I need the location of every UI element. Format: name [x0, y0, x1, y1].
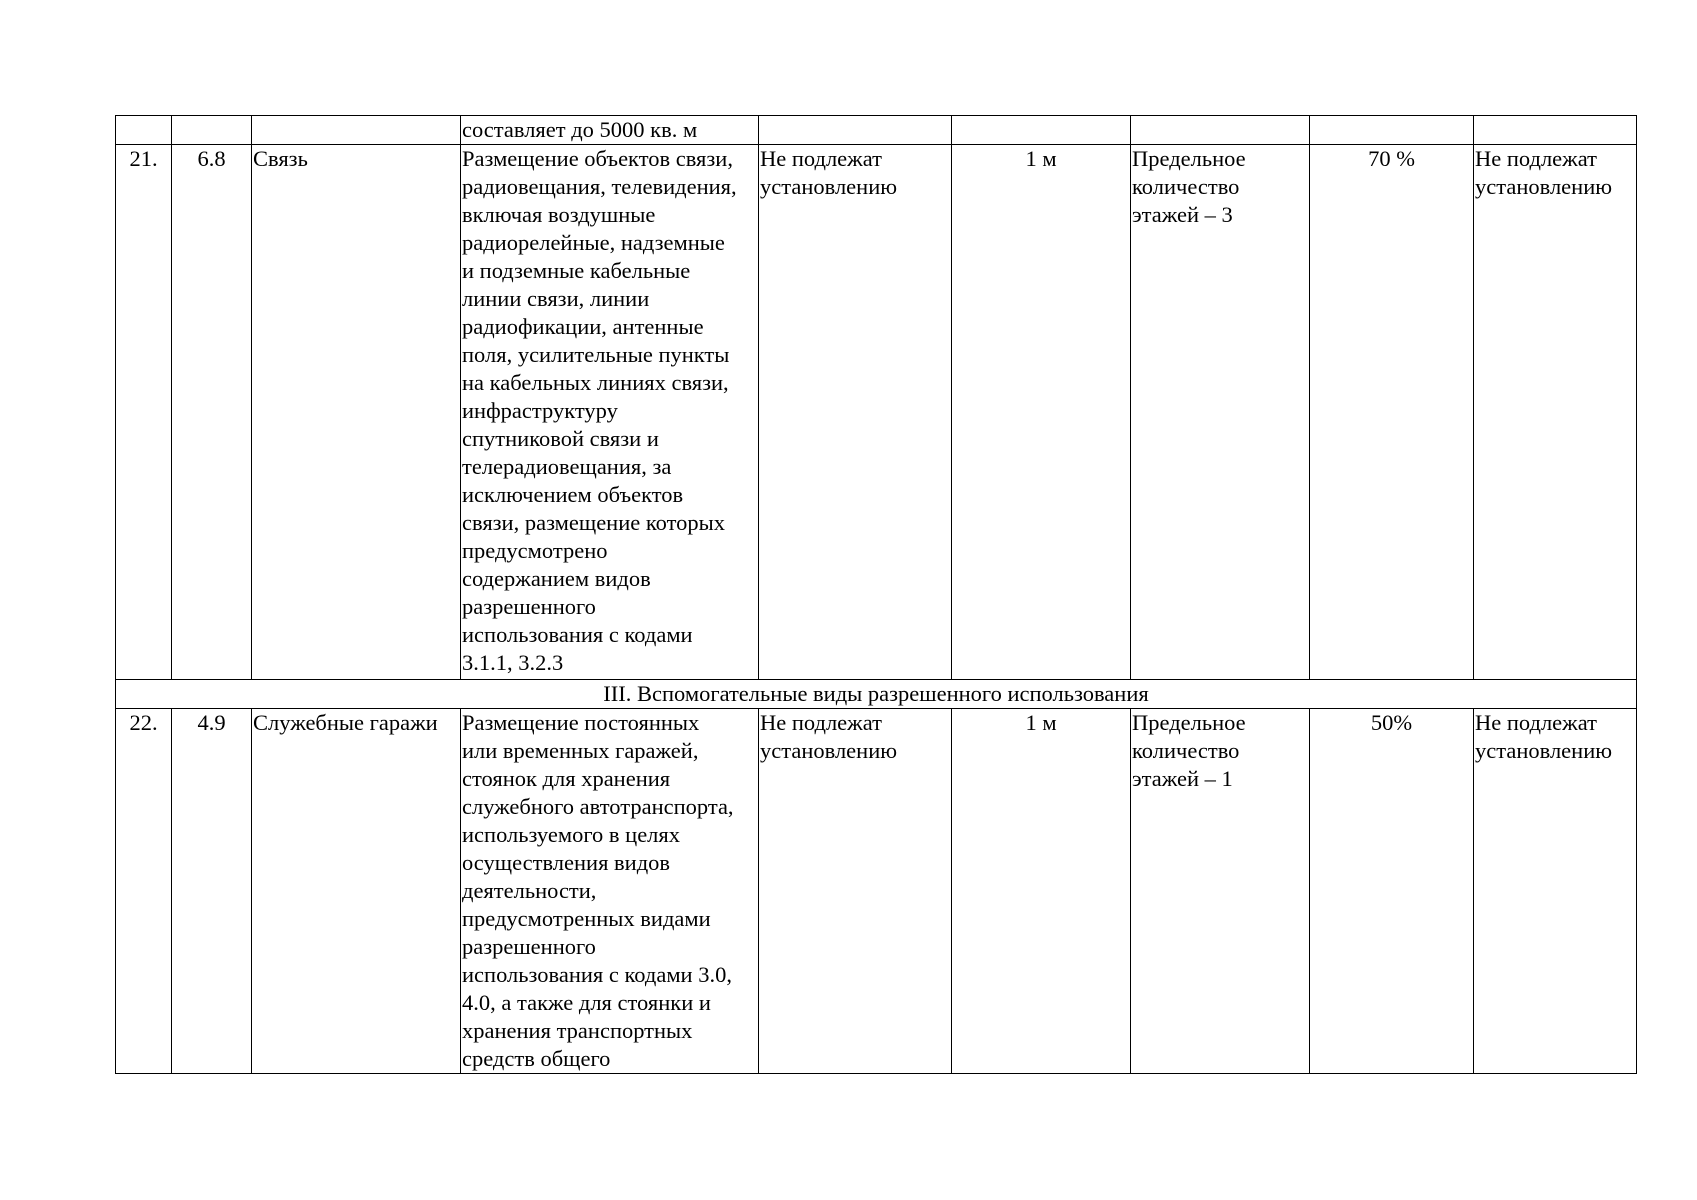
cell-setback: 1 м — [952, 709, 1131, 1074]
cell-floors — [1131, 116, 1310, 145]
cell-other — [1474, 116, 1637, 145]
cell-code: 4.9 — [172, 709, 252, 1074]
cell-plot-size: Не подлежат установлению — [759, 145, 952, 680]
cell-floors: Предельное количество этажей – 1 — [1131, 709, 1310, 1074]
cell-floors: Предельное количество этажей – 3 — [1131, 145, 1310, 680]
cell-code — [172, 116, 252, 145]
cell-number — [116, 116, 172, 145]
cell-coverage: 50% — [1310, 709, 1474, 1074]
cell-description: составляет до 5000 кв. м — [461, 116, 759, 145]
cell-name — [252, 116, 461, 145]
cell-name: Связь — [252, 145, 461, 680]
section-header: III. Вспомогательные виды разрешенного использования — [116, 680, 1637, 709]
cell-plot-size: Не подлежат установлению — [759, 709, 952, 1074]
land-use-table — [115, 115, 1637, 1074]
cell-description: Размещение постоянных или временных гаражей, стоянок для хранения служебного автотранспорта, используемого в целях осуществления видов деятельности, предусмотренных видами разрешенного использования с кодами 3.0, 4.0, а также для стоянки и хранения транспортных средств общего — [461, 709, 759, 1074]
cell-coverage: 70 % — [1310, 145, 1474, 680]
table-section-row — [116, 680, 1637, 709]
cell-other: Не подлежат установлению — [1474, 145, 1637, 680]
cell-coverage — [1310, 116, 1474, 145]
table-row-continuation — [116, 116, 1637, 145]
cell-setback: 1 м — [952, 145, 1131, 680]
table-row-21 — [116, 145, 1637, 680]
cell-setback — [952, 116, 1131, 145]
table-row-22 — [116, 709, 1637, 1074]
cell-description: Размещение объектов связи, радиовещания, телевидения, включая воздушные радиорелейные, надземные и подземные кабельные линии связи, линии радиофикации, антенные поля, усилительные пункты на кабельных линиях связи, инфраструктуру спутниковой связи и телерадиовещания, за исключением объектов связи, размещение которых предусмотрено содержанием видов разрешенного использования с кодами 3.1.1, 3.2.3 — [461, 145, 759, 680]
cell-plot-size — [759, 116, 952, 145]
cell-name: Служебные гаражи — [252, 709, 461, 1074]
cell-code: 6.8 — [172, 145, 252, 680]
cell-number: 21. — [116, 145, 172, 680]
cell-number: 22. — [116, 709, 172, 1074]
cell-other: Не подлежат установлению — [1474, 709, 1637, 1074]
